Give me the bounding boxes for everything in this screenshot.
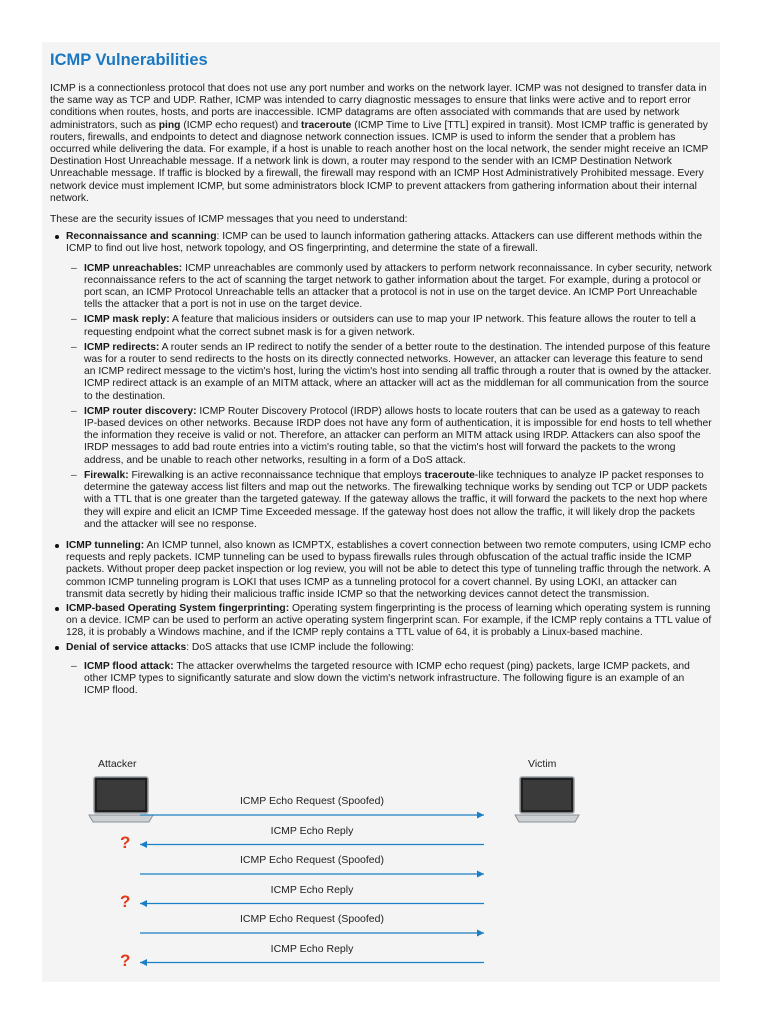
- page-title: ICMP Vulnerabilities: [50, 51, 208, 69]
- issue-item: [50, 231, 712, 531]
- sub-issue-text: [84, 661, 712, 698]
- arrow-right-icon: [477, 871, 484, 878]
- issue-text: [66, 603, 712, 640]
- sub-issue-item: [66, 314, 712, 338]
- text-run: (ICMP echo request) and: [180, 119, 302, 131]
- message-label: ICMP Echo Request (Spoofed): [240, 913, 384, 925]
- message-label: ICMP Echo Request (Spoofed): [240, 795, 384, 807]
- sub-issue-text: [84, 314, 712, 338]
- bold-term: ICMP unreachables:: [84, 262, 183, 274]
- lead-paragraph: These are the security issues of ICMP messages that you need to understand:: [50, 214, 408, 226]
- text-run: Operating system fingerprinting is the process of learning which operating system is running on a device. ICMP can be used to perform an active operating system fingerprint scan. For example, if the ICMP reply contains a TTL value of 128, it is probably a Windows machine, and if the ICMP reply contains a TTL value of 64, it is probably a Linux-based machine.: [66, 602, 712, 639]
- sub-issue-item: [66, 661, 712, 698]
- issue-text: [66, 642, 712, 654]
- sub-issue-list: [66, 661, 712, 698]
- bold-term: ICMP flood attack:: [84, 660, 174, 672]
- message-label: ICMP Echo Reply: [270, 942, 354, 955]
- bold-term: Denial of service attacks: [66, 641, 187, 653]
- issue-item: [50, 642, 712, 698]
- arrow-left-icon: [140, 959, 147, 966]
- sub-issue-text: [84, 342, 712, 403]
- arrow-right-icon: [477, 812, 484, 819]
- text-run: ICMP unreachables are commonly used by attackers to perform network reconnaissance. In cyber security, network reconnaissance refers to the act of scanning the target network to gather information about the target. For example, during a protocol or port scan, an ICMP Protocol Unreachable tells an attacker that a protocol is not in use on the target device. An ICMP Port Unreachable tells the attacker that a port is not in use on the target device.: [84, 262, 712, 311]
- sub-issue-text: [84, 470, 712, 531]
- text-run: A feature that malicious insiders or outsiders can use to map your IP network. This feature allows the router to tell a requesting endpoint what the correct subnet mask is for a given network.: [84, 314, 696, 338]
- document-page: [42, 42, 720, 982]
- victim-label: Victim: [528, 758, 557, 770]
- text-run: : ICMP can be used to launch information gathering attacks. Attackers can use different methods within the ICMP to find out live host, network topology, and OS fingerprinting, and determine the state of a firewall.: [66, 231, 703, 255]
- text-run: -like techniques to analyze IP packet responses to determine the gateway access list filters and map out the networks. The firewalking technique works by sending out TCP or UDP packets with a TTL that is one greater than the targeted gateway. If the gateway allows the traffic, it will forward the packets to the next hop where they will expire and elicit an ICMP Time Exceeded message. If the gateway host does not allow the traffic, it will likely drop the packets and the attacker will see no response.: [84, 469, 708, 530]
- bold-term: ICMP router discovery:: [84, 405, 197, 417]
- message-label: ICMP Echo Reply: [270, 883, 354, 896]
- message-label: ICMP Echo Reply: [270, 824, 354, 837]
- text-run: The attacker overwhelms the targeted resource with ICMP echo request (ping) packets, large ICMP packets, and other ICMP types to significantly saturate and slow down the victim's network infrastructure. The following figure is an example of an ICMP flood.: [84, 660, 690, 697]
- question-mark: ?: [120, 950, 131, 970]
- message-label: ICMP Echo Request (Spoofed): [240, 854, 384, 866]
- question-mark: ?: [120, 891, 131, 911]
- text-run: ICMP is a connectionless protocol that does not use any port number and works on the network layer. ICMP was not designed to transfer data in the same way as TCP and UDP. Rather, ICMP was intended to carry diagnostic messages to ensure that links were active and to report error conditions when routes, hosts, and ports are inaccessible. ICMP datagrams are often associated with commands that are used by network administrators, such as: [50, 83, 707, 131]
- sub-issue-text: [84, 406, 712, 467]
- sub-issue-list: [66, 263, 712, 531]
- bold-term: ICMP mask reply:: [84, 314, 170, 326]
- text-run: Firewalking is an active reconnaissance technique that employs: [128, 469, 425, 481]
- intro-paragraph: [50, 83, 712, 205]
- text-run: A router sends an IP redirect to notify the sender of a better route to the destination. The intended purpose of this feature was for a router to send redirects to the hosts on its directly connected networks. However, an attacker can leverage this feature to send an ICMP redirect message to the victim's host, luring the victim's host into sending all traffic through a router that is owned by the attacker. ICMP redirect attack is an example of an MITM attack, where an attacker will act as the middleman for all communication from the source to the destination.: [84, 341, 712, 402]
- arrow-left-icon: [140, 900, 147, 907]
- bold-term: traceroute: [301, 119, 352, 131]
- bold-term: traceroute: [424, 469, 475, 481]
- issue-text: [66, 231, 712, 255]
- issue-item: [50, 540, 712, 601]
- bold-term: ICMP redirects:: [84, 341, 160, 353]
- arrow-right-icon: [477, 930, 484, 937]
- bold-term: ICMP-based Operating System fingerprinting:: [66, 602, 290, 614]
- text-run: ICMP Router Discovery Protocol (IRDP) allows hosts to locate routers that can be used as a gateway to reach IP-based devices on other networks. Because IRDP does not have any form of authentication, it is impossible for end hosts to tell whether the information they receive is valid or not. Therefore, an attacker can perform an MITM attack using IRDP. Attackers can also spoof the IRDP messages to add bad route entries into a victim's routing table, so that the victim's host will forward the packets to the wrong address, and be unable to reach other networks, resulting in a form of a DoS attack.: [84, 405, 712, 466]
- sub-issue-item: [66, 342, 712, 403]
- arrow-left-icon: [140, 841, 147, 848]
- icmp-flood-diagram: [42, 754, 720, 982]
- bold-term: ICMP tunneling:: [66, 539, 145, 551]
- sub-issue-item: [66, 406, 712, 467]
- bold-term: Firewalk:: [84, 469, 129, 481]
- question-mark: ?: [120, 832, 131, 852]
- text-run: An ICMP tunnel, also known as ICMPTX, establishes a covert connection between two remote computers, using ICMP echo requests and reply packets. ICMP tunneling can be used to bypass firewalls rules through obfuscation of the actual traffic inside the ICMP packets. Without proper deep packet inspection or log review, you will not be able to detect this type of tunneling traffic through the network. A common ICMP tunneling program is LOKI that uses ICMP as a tunneling protocol for a covert channel. By using LOKI, an attacker can transmit data secretly by hiding their malicious traffic inside ICMP so that the networking devices cannot detect the transmission.: [66, 539, 711, 600]
- bold-term: Reconnaissance and scanning: [66, 231, 217, 243]
- sub-issue-text: [84, 263, 712, 312]
- document-content: [50, 50, 712, 706]
- attacker-label: Attacker: [98, 758, 137, 770]
- sub-issue-item: [66, 470, 712, 531]
- issue-list: [50, 231, 712, 697]
- text-run: : DoS attacks that use ICMP include the following:: [186, 641, 414, 653]
- sub-issue-item: [66, 263, 712, 312]
- issue-text: [66, 540, 712, 601]
- bold-term: ping: [158, 119, 181, 131]
- text-run: (ICMP Time to Live [TTL] expired in transit). Most ICMP traffic is generated by routers, firewalls, and endpoints to detect and diagnose network connection issues. ICMP is used to inform the sender that a problem has occurred while delivering the data. For example, if a host is unable to reach another host on the local network, the sender might receive an ICMP Destination Host Unreachable message. If a network link is down, a router may respond to the sender with an ICMP Destination Network Unreachable message. If traffic is blocked by a firewall, the firewall may respond with an ICMP Host Administratively Prohibited message. Every network device must implement ICMP, but some administrators block ICMP to prevent attackers from gathering information about their internal network.: [50, 119, 709, 204]
- issue-item: [50, 603, 712, 640]
